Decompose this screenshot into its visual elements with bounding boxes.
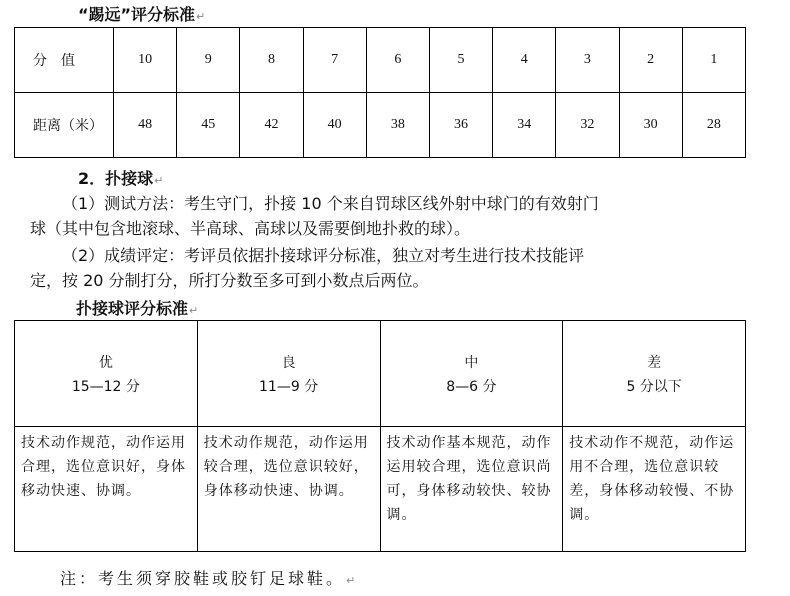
distance-cell: 48 xyxy=(114,93,177,158)
footnote: 注：考生须穿胶鞋或胶钉足球鞋。↵ xyxy=(60,569,359,588)
grade-description: 技术动作基本规范，动作运用较合理，选位意识尚可，身体移动较快、较协调。 xyxy=(380,427,563,552)
grade-cell xyxy=(15,321,198,427)
grade-range: 5 分以下 xyxy=(626,378,682,395)
description-row xyxy=(15,427,746,552)
grading-line1: （2）成绩评定：考评员依据扑接球评分标准，独立对考生进行技术技能评 xyxy=(62,246,585,265)
distance-cell: 32 xyxy=(556,93,619,158)
distance-row-label: 距离（米） xyxy=(15,93,114,158)
grade-cell xyxy=(380,321,563,427)
grade-name: 优 xyxy=(98,354,113,371)
grade-range: 8—6 分 xyxy=(446,378,497,395)
grading-line2: 定，按 20 分制打分，所打分数至多可到小数点后两位。 xyxy=(30,271,429,290)
distance-cell: 28 xyxy=(682,93,745,158)
score-cell: 1 xyxy=(682,28,745,93)
kick-table-title: “踢远”评分标准↵ xyxy=(78,5,206,24)
test-method-line2: 球（其中包含地滚球、半高球、高球以及需要倒地扑救的球）。 xyxy=(30,219,471,238)
distance-cell: 34 xyxy=(493,93,556,158)
score-row xyxy=(15,28,746,93)
grade-cell xyxy=(197,321,380,427)
score-row-label: 分 值 xyxy=(15,28,114,93)
grade-description: 技术动作规范，动作运用较合理，选位意识较好，身体移动快速、协调。 xyxy=(197,427,380,552)
score-cell: 5 xyxy=(429,28,492,93)
grade-name: 良 xyxy=(281,354,296,371)
distance-row xyxy=(15,93,746,158)
distance-cell: 45 xyxy=(177,93,240,158)
distance-cell: 42 xyxy=(240,93,303,158)
distance-cell: 30 xyxy=(619,93,682,158)
distance-cell: 40 xyxy=(303,93,366,158)
score-cell: 4 xyxy=(493,28,556,93)
score-cell: 10 xyxy=(114,28,177,93)
test-method-line1: （1）测试方法：考生守门，扑接 10 个来自罚球区线外射中球门的有效射门 xyxy=(62,194,599,213)
grade-row xyxy=(15,321,746,427)
grade-range: 15—12 分 xyxy=(71,378,140,395)
goal-table-title: 扑接球评分标准↵ xyxy=(76,299,199,318)
section-heading: 2．扑接球↵ xyxy=(78,169,164,188)
score-cell: 6 xyxy=(366,28,429,93)
grade-description: 技术动作不规范，动作运用不合理，选位意识较差，身体移动较慢、不协调。 xyxy=(563,427,746,552)
grade-cell xyxy=(563,321,746,427)
score-cell: 9 xyxy=(177,28,240,93)
distance-cell: 38 xyxy=(366,93,429,158)
score-cell: 3 xyxy=(556,28,619,93)
grade-name: 差 xyxy=(647,354,662,371)
score-cell: 7 xyxy=(303,28,366,93)
grade-range: 11—9 分 xyxy=(259,378,319,395)
kick-score-table xyxy=(14,27,746,158)
distance-cell: 36 xyxy=(429,93,492,158)
score-cell: 8 xyxy=(240,28,303,93)
grade-name: 中 xyxy=(464,354,479,371)
score-cell: 2 xyxy=(619,28,682,93)
goalkeeping-score-table xyxy=(14,320,746,552)
grade-description: 技术动作规范，动作运用合理，选位意识好，身体移动快速、协调。 xyxy=(15,427,198,552)
